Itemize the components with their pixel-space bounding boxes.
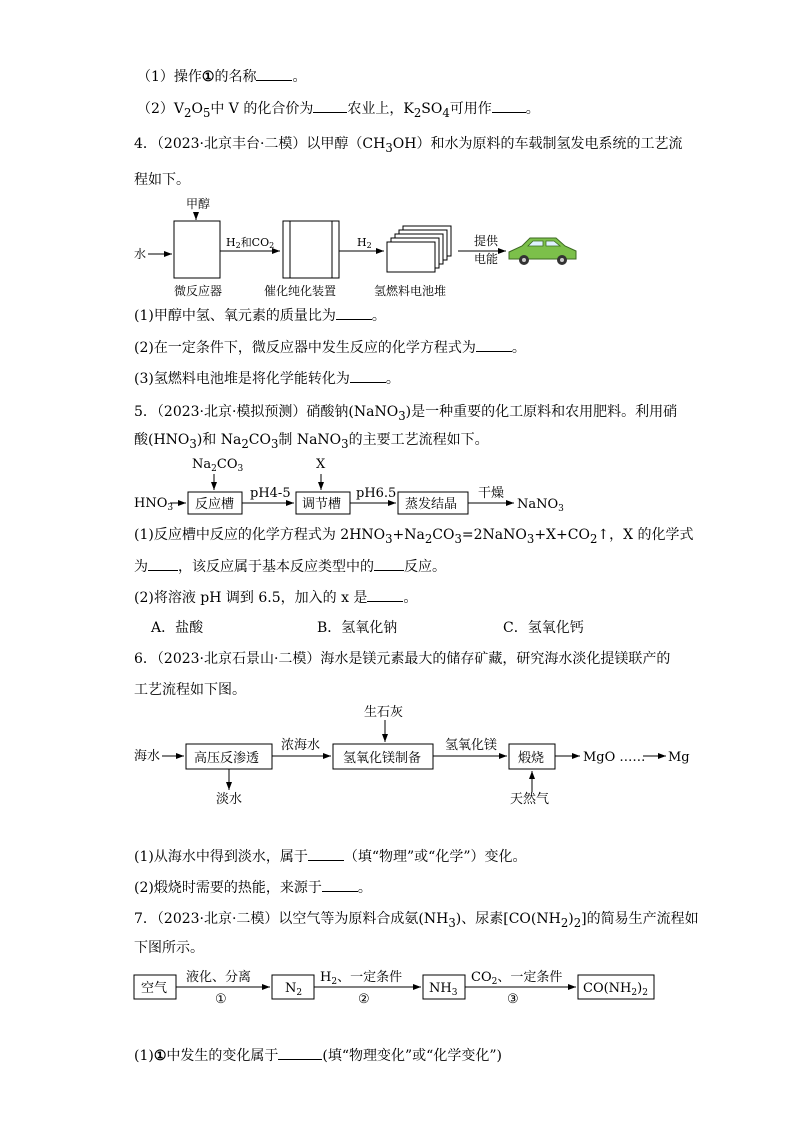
label-x: X [316, 457, 326, 472]
q5-stem-cont: 酸$(HNO_3)$和 $Na_2CO_3$制 NaNO$_3$的主要工艺流程如下。 [134, 432, 489, 451]
answer-blank[interactable] [367, 587, 403, 602]
label-fuel-cell: 氢燃料电池堆 [374, 284, 447, 298]
label-mgoh-prep: 氢氧化镁制备 [343, 751, 422, 766]
label-step2: $H_2$、一定条件 [320, 970, 403, 987]
label-gas: 天然气 [510, 792, 550, 807]
label-reactor: 反应槽 [195, 497, 235, 512]
q7-stem: 7．（2023·北京·二模）以空气等为原料合成氨$(NH_3)$、尿素$[CO(NH_2)_2]$的简易生产流程如 [134, 911, 699, 930]
q6-diagram [134, 704, 690, 807]
label-electric: 电能 [474, 252, 499, 266]
label-water: 水 [134, 247, 147, 261]
q5-part2: (2)将溶液 pH 调到 6.5，加入的 x 是 。 [134, 587, 417, 608]
label-conc: 浓海水 [281, 738, 321, 753]
answer-blank[interactable] [148, 556, 178, 571]
label-hno3: $HNO_3$ [134, 496, 174, 513]
label-mgo: MgO …… [583, 750, 646, 765]
q6-part1: (1)从海水中得到淡水，属于 （填“物理”或“化学”）变化。 [134, 846, 526, 867]
q5-part1-cont: 为 ，该反应属于基本反应类型中的 反应。 [134, 556, 446, 577]
q4-stem-cont: 程如下。 [134, 172, 190, 188]
label-h2co2: H2和CO2 [226, 236, 275, 250]
answer-blank[interactable] [308, 846, 344, 861]
q4-diagram [134, 196, 576, 298]
label-ph2: pH6.5 [356, 486, 397, 501]
label-air: 空气 [141, 981, 168, 996]
label-dry: 干燥 [478, 486, 505, 501]
q6-stem-cont: 工艺流程如下图。 [134, 682, 246, 698]
answer-blank[interactable] [476, 337, 512, 352]
label-na2co3: $Na_2CO_3$ [192, 457, 244, 474]
q5-part1: (1)反应槽中反应的化学方程式为 $2HNO_3+Na_2CO_3=2NaNO_3+X+CO_2↑$，X 的化学式 [134, 527, 694, 546]
q6-stem: 6．（2023·北京石景山·二模）海水是镁元素最大的储存矿藏，研究海水淡化提镁联产的 [134, 651, 671, 667]
q4-part3: (3)氢燃料电池堆是将化学能转化为 。 [134, 368, 400, 389]
label-seawater: 海水 [134, 749, 161, 764]
label-mg: Mg [668, 750, 690, 765]
q6-part2: (2)煅烧时需要的热能，来源于 。 [134, 877, 372, 898]
label-n1: ① [215, 992, 227, 1007]
label-adjust: 调节槽 [302, 497, 342, 512]
option-c[interactable]: C．氢氧化钙 [503, 620, 584, 636]
car-icon [509, 238, 576, 265]
label-ro: 高压反渗透 [194, 751, 260, 766]
q3-part1: （1）操作①的名称 。 [137, 66, 306, 87]
purifier-box [283, 221, 339, 278]
option-b[interactable]: B．氢氧化钠 [317, 620, 398, 636]
label-methanol: 甲醇 [186, 197, 211, 211]
q7-stem-cont: 下图所示。 [134, 940, 204, 956]
label-nh3: $NH_3$ [429, 981, 458, 998]
label-n2: $N_2$ [285, 981, 303, 998]
label-h2: H2 [357, 236, 372, 250]
answer-blank[interactable] [278, 1045, 322, 1060]
label-ph1: pH4-5 [250, 486, 291, 501]
q5-diagram [134, 457, 564, 514]
micro-reactor-box [174, 221, 220, 278]
q7-diagram [134, 969, 654, 1007]
answer-blank[interactable] [336, 305, 372, 320]
label-n2c: ② [358, 992, 370, 1007]
label-step1: 液化、分离 [186, 970, 252, 985]
q4-stem: 4．（2023·北京丰台·二模）以甲醇$(CH_3OH)$和水为原料的车载制氢发电系统的工艺流 [134, 136, 683, 155]
label-n3c: ③ [507, 992, 519, 1007]
label-fresh: 淡水 [216, 792, 243, 807]
label-micro-reactor: 微反应器 [174, 284, 223, 298]
label-calcine: 煅烧 [518, 751, 545, 766]
q5-stem: 5．（2023·北京·模拟预测）硝酸钠(NaNO$_3$)是一种重要的化工原料和农用肥料。利用硝 [134, 404, 678, 423]
q4-part1: (1)甲醇中氢、氧元素的质量比为 。 [134, 305, 386, 326]
label-nano3: NaNO$_3$ [517, 497, 564, 514]
q3-part2: $(2)V_2O_5$中 V 的化合价为 农业上，$K_2SO_4$可用作 。 [137, 98, 540, 123]
q4-part2: (2)在一定条件下，微反应器中发生反应的化学方程式为 。 [134, 337, 526, 358]
answer-blank[interactable] [350, 368, 386, 383]
answer-blank[interactable] [374, 556, 404, 571]
label-urea: $CO(NH_2)_2$ [583, 981, 648, 998]
label-evap: 蒸发结晶 [405, 497, 458, 512]
label-mgoh: 氢氧化镁 [445, 738, 498, 753]
fuel-cell-stack [387, 226, 451, 272]
q7-part1: (1)①中发生的变化属于 (填“物理变化”或“化学变化”) [134, 1045, 502, 1066]
answer-blank[interactable] [322, 877, 358, 892]
label-step3: $CO_2$、一定条件 [471, 970, 563, 987]
label-purifier: 催化纯化装置 [264, 284, 337, 298]
label-quicklime: 生石灰 [364, 705, 404, 720]
option-a[interactable]: A．盐酸 [151, 620, 204, 636]
label-supply: 提供 [474, 234, 499, 248]
